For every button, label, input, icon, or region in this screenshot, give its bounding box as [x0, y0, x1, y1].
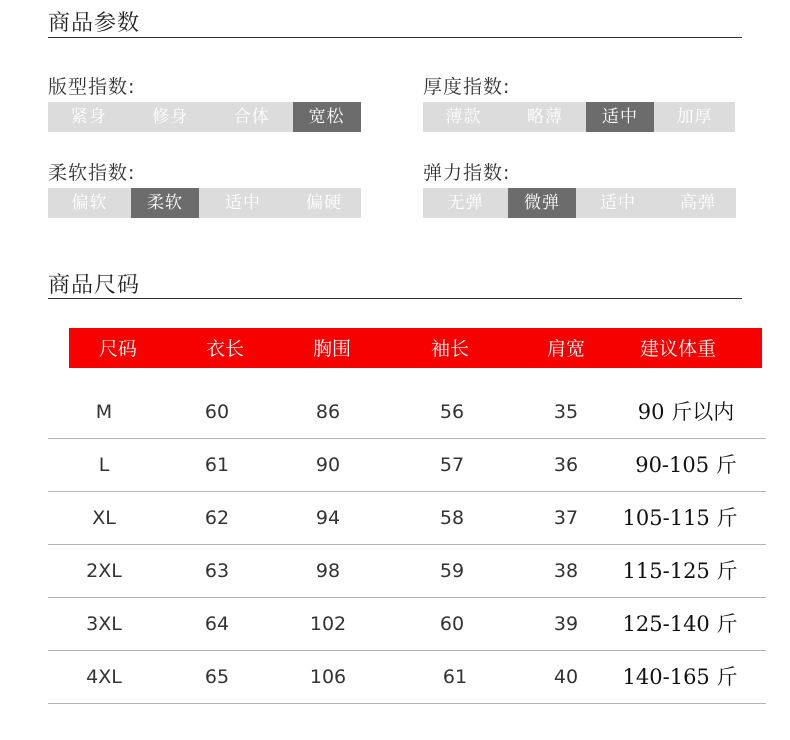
sleeve-cell: 61	[442, 666, 468, 688]
size-cell: M	[95, 401, 113, 423]
header-sleeve: 袖长	[430, 338, 470, 360]
fit-option-selected: 宽松	[293, 102, 361, 132]
chest-cell: 86	[315, 401, 341, 423]
header-chest: 胸围	[312, 338, 352, 360]
softness-option-selected: 柔软	[131, 188, 199, 218]
row-divider	[48, 703, 766, 704]
params-section-title: 商品参数	[48, 11, 141, 36]
size-cell: 2XL	[86, 560, 122, 582]
elasticity-option: 适中	[600, 193, 636, 213]
params-section-divider	[48, 37, 742, 38]
fit-index-scale	[48, 102, 361, 132]
sleeve-cell: 59	[439, 560, 465, 582]
elasticity-index-label: 弹力指数:	[423, 162, 511, 184]
softness-option: 偏软	[71, 193, 108, 213]
header-shoulder: 肩宽	[546, 338, 586, 360]
elasticity-option: 无弹	[447, 193, 484, 213]
chest-cell: 94	[315, 507, 341, 529]
table-row	[48, 386, 766, 439]
table-row	[48, 492, 766, 545]
size-cell: XL	[92, 507, 116, 529]
header-size: 尺码	[98, 338, 138, 360]
size-table-header	[69, 328, 762, 368]
elasticity-index-scale	[423, 188, 736, 218]
table-row	[48, 651, 766, 704]
thickness-option: 略薄	[527, 107, 563, 127]
shoulder-cell: 37	[553, 507, 579, 529]
shoulder-cell: 40	[553, 666, 579, 688]
table-row	[48, 598, 766, 651]
fit-option: 紧身	[70, 107, 107, 127]
size-cell: L	[98, 454, 110, 476]
size-cell: 3XL	[86, 613, 122, 635]
weight-cell: 90 斤以内	[637, 400, 735, 424]
weight-cell: 140-165 斤	[622, 665, 738, 689]
length-cell: 61	[204, 454, 230, 476]
softness-option: 适中	[225, 193, 261, 213]
chest-cell: 102	[309, 613, 347, 635]
thickness-index-label: 厚度指数:	[423, 76, 511, 98]
sizes-section-divider	[48, 298, 742, 299]
thickness-option: 薄款	[445, 107, 482, 127]
length-cell: 62	[204, 507, 230, 529]
length-cell: 60	[204, 401, 230, 423]
header-length: 衣长	[205, 338, 245, 360]
weight-cell: 115-125 斤	[622, 559, 738, 583]
thickness-index-scale	[423, 102, 735, 132]
weight-cell: 125-140 斤	[622, 612, 738, 636]
table-row	[48, 439, 766, 492]
sleeve-cell: 58	[439, 507, 465, 529]
softness-option: 偏硬	[306, 193, 342, 213]
header-weight: 建议体重	[639, 338, 717, 360]
table-row	[48, 545, 766, 598]
thickness-option: 加厚	[676, 107, 713, 127]
length-cell: 63	[204, 560, 230, 582]
weight-cell: 105-115 斤	[622, 506, 738, 530]
fit-option: 修身	[152, 107, 189, 127]
softness-index-label: 柔软指数:	[48, 162, 136, 184]
chest-cell: 98	[315, 560, 341, 582]
sleeve-cell: 57	[439, 454, 465, 476]
weight-cell: 90-105 斤	[635, 453, 737, 477]
shoulder-cell: 35	[553, 401, 579, 423]
sleeve-cell: 56	[439, 401, 465, 423]
chest-cell: 106	[309, 666, 347, 688]
shoulder-cell: 36	[553, 454, 579, 476]
thickness-option-selected: 适中	[586, 102, 654, 132]
fit-option: 合体	[233, 107, 270, 127]
size-cell: 4XL	[86, 666, 122, 688]
fit-index-label: 版型指数:	[48, 76, 136, 98]
sizes-section-title: 商品尺码	[48, 273, 141, 298]
elasticity-option: 高弹	[680, 193, 716, 213]
length-cell: 64	[204, 613, 230, 635]
sleeve-cell: 60	[439, 613, 465, 635]
chest-cell: 90	[315, 454, 341, 476]
elasticity-option-selected: 微弹	[508, 188, 576, 218]
length-cell: 65	[204, 666, 230, 688]
shoulder-cell: 39	[553, 613, 579, 635]
softness-index-scale	[48, 188, 361, 218]
shoulder-cell: 38	[553, 560, 579, 582]
